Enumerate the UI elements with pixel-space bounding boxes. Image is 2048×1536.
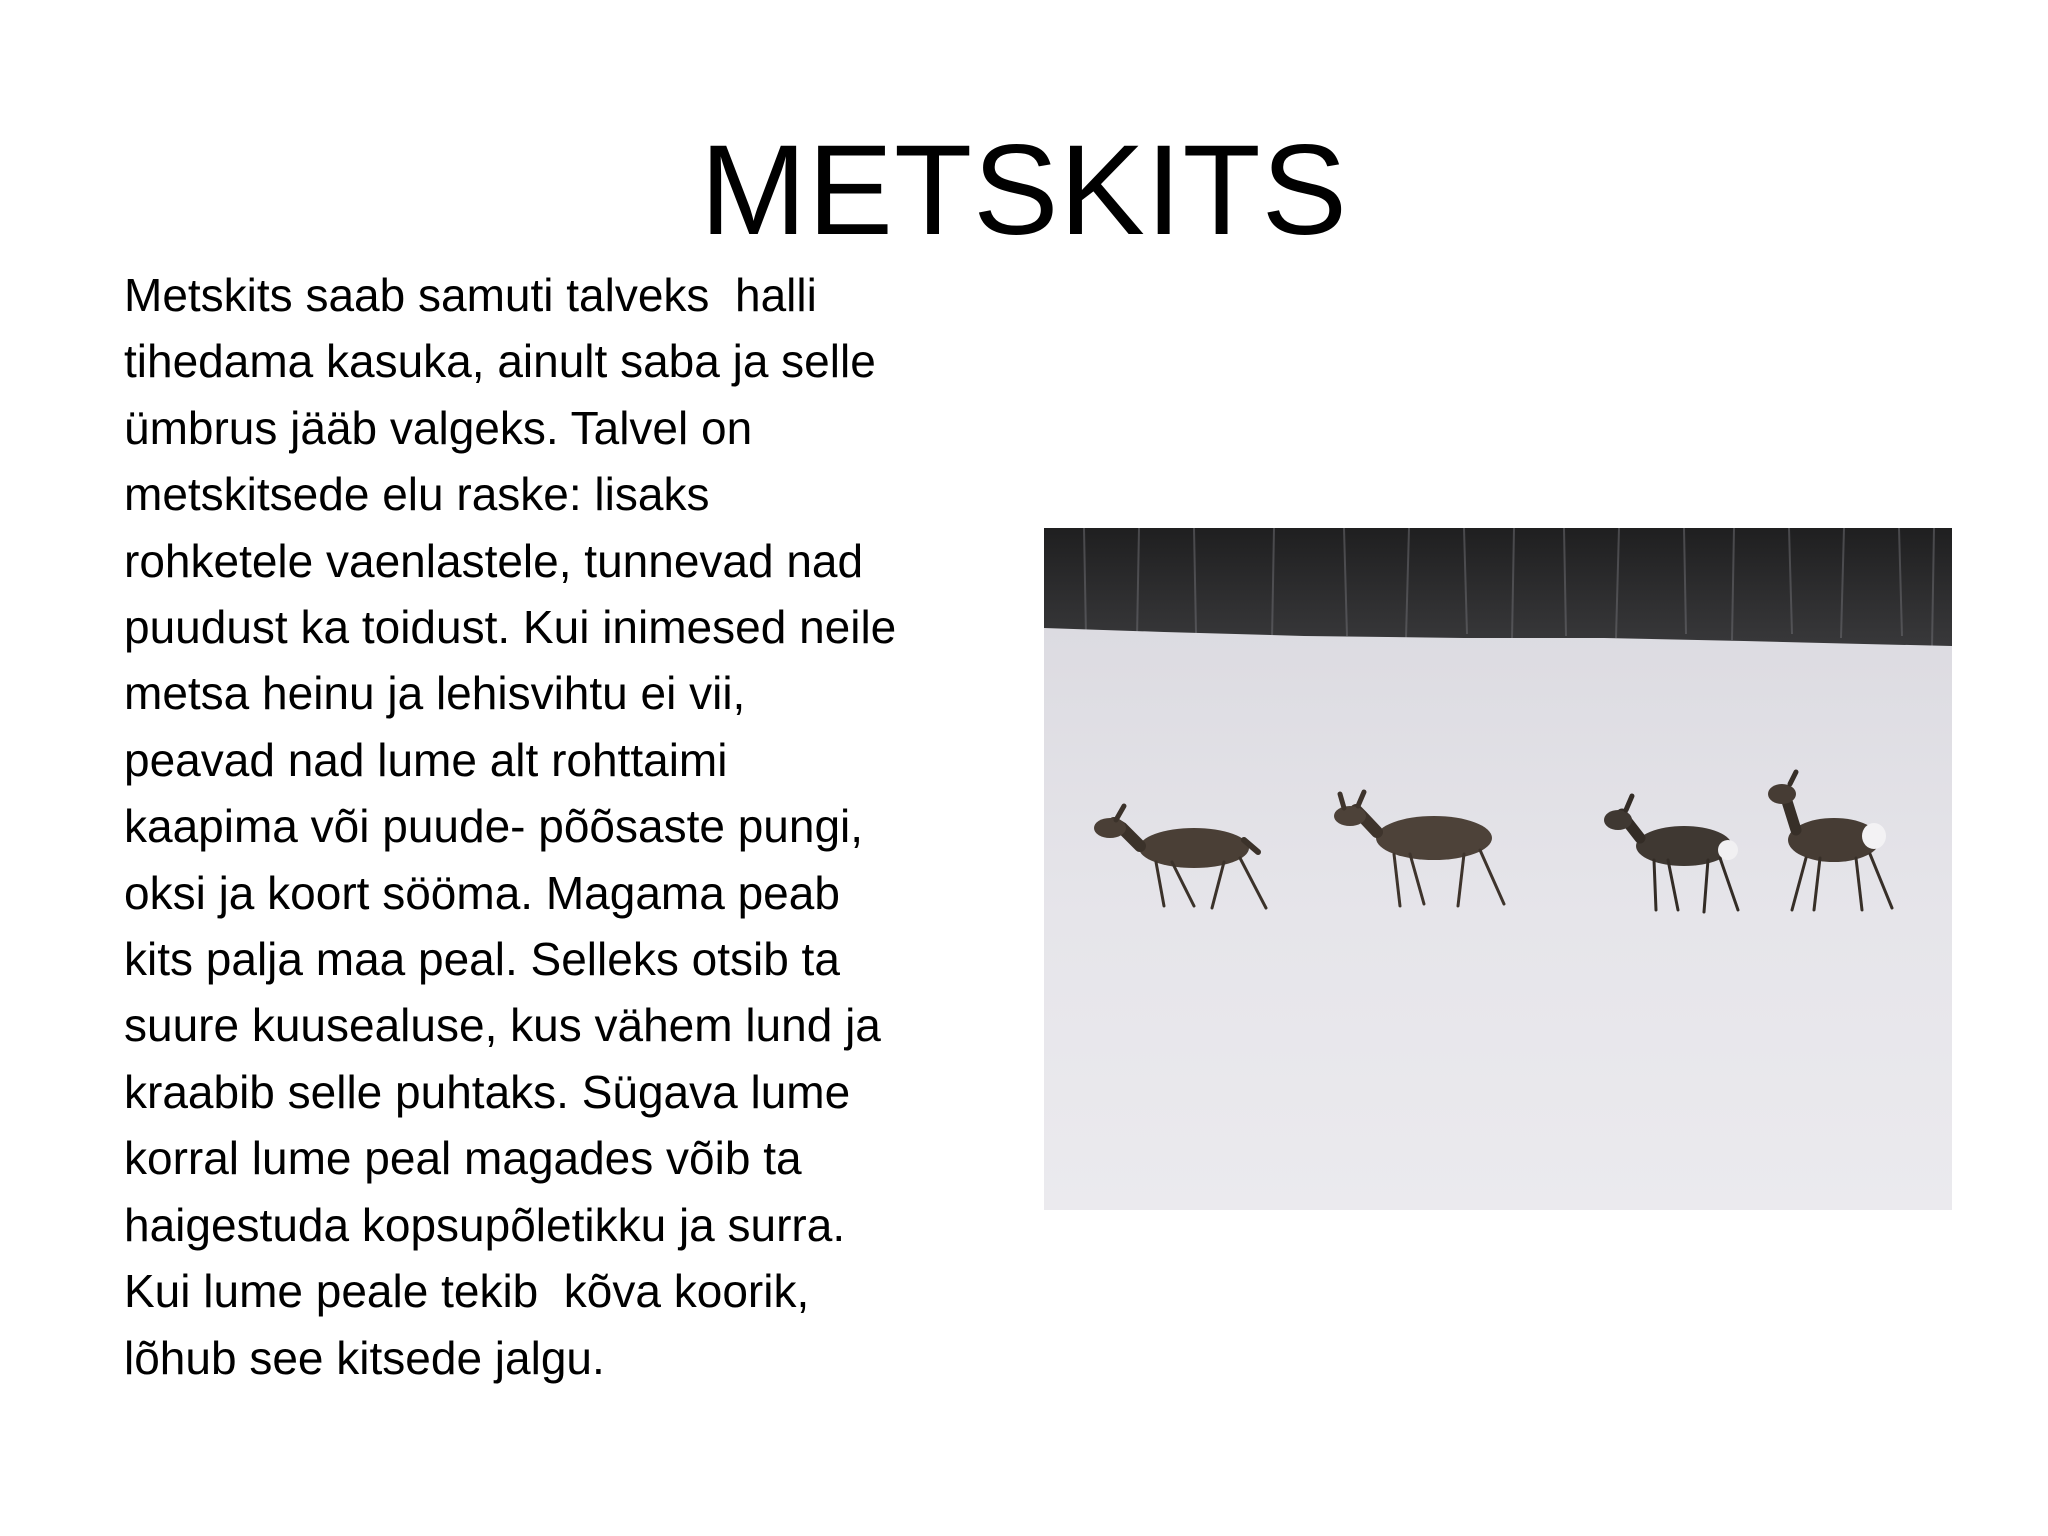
- slide-title: METSKITS: [699, 119, 1349, 262]
- body-text: [124, 262, 1024, 1391]
- body-line: kaapima või puude- põõsaste pungi,: [124, 800, 864, 853]
- snow-field: [1044, 628, 1952, 1210]
- body-line: suure kuusealuse, kus vähem lund ja: [124, 999, 881, 1052]
- body-line: Kui lume peale tekib kõva koorik,: [124, 1265, 810, 1318]
- body-line: metsa heinu ja lehisvihtu ei vii,: [124, 667, 746, 720]
- body-line: tihedama kasuka, ainult saba ja selle: [124, 335, 876, 388]
- body-line: oksi ja koort sööma. Magama peab: [124, 866, 840, 919]
- body-line: metskitsede elu raske: lisaks: [124, 468, 710, 521]
- body-line: Metskits saab samuti talveks halli: [124, 269, 817, 321]
- body-line: ümbrus jääb valgeks. Talvel on: [124, 401, 753, 454]
- body-line: rohketele vaenlastele, tunnevad nad: [124, 534, 864, 587]
- body-line: haigestuda kopsupõletikku ja surra.: [124, 1198, 846, 1251]
- body-line: lõhub see kitsede jalgu.: [124, 1331, 605, 1384]
- body-line: korral lume peal magades võib ta: [124, 1132, 802, 1185]
- body-line: kraabib selle puhtaks. Sügava lume: [124, 1065, 851, 1118]
- body-line: puudust ka toidust. Kui inimesed neile: [124, 601, 897, 654]
- snow-field-illustration: [1044, 528, 1952, 1210]
- body-line: peavad nad lume alt rohttaimi: [124, 733, 728, 786]
- roe-deer-photo: [1044, 528, 1952, 1210]
- body-line: kits palja maa peal. Selleks otsib ta: [124, 933, 840, 986]
